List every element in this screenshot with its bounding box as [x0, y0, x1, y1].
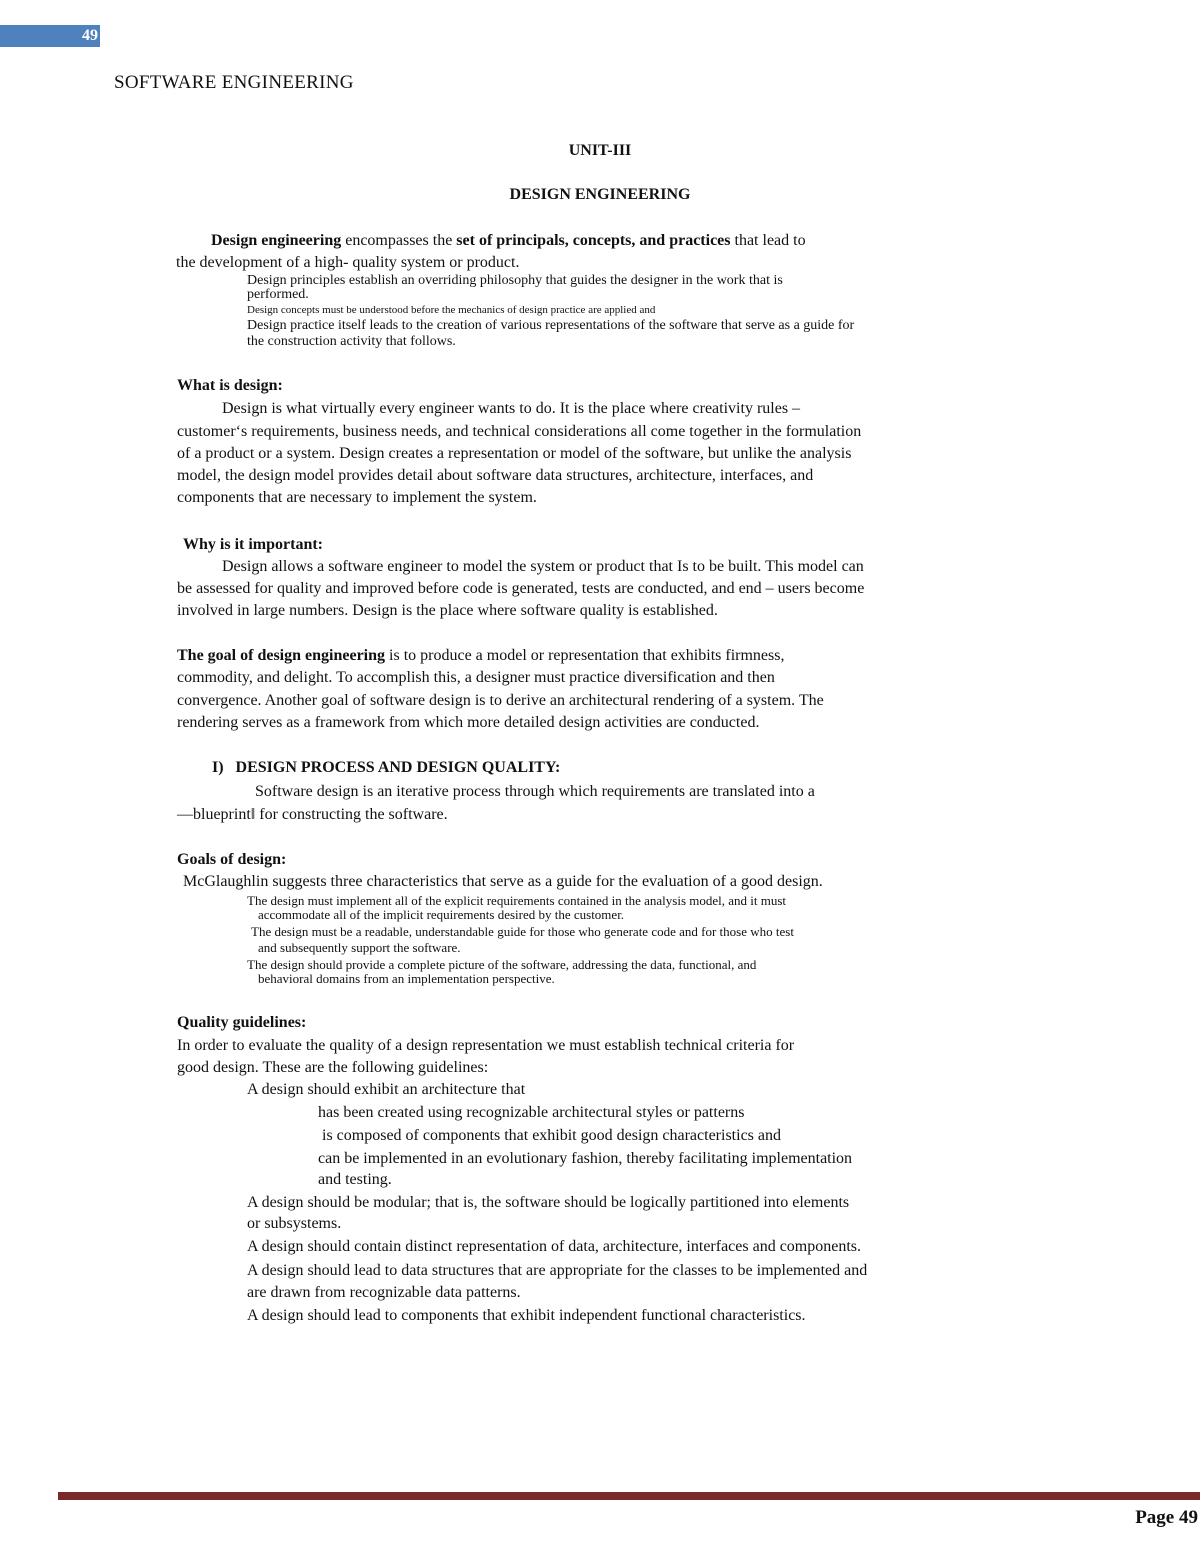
paragraph-line: model, the design model provides detail about software data structures, architecture, interfaces, and	[177, 467, 814, 484]
paragraph-line: good design. These are the following guidelines:	[177, 1059, 489, 1076]
guideline-item: A design should contain distinct representation of data, architecture, interfaces and components.	[247, 1238, 862, 1255]
list-item: accommodate all of the implicit requirements desired by the customer.	[258, 907, 625, 922]
paragraph-line: customer‘s requirements, business needs, and technical considerations all come together in the formulation	[177, 423, 862, 440]
paragraph-line: In order to evaluate the quality of a design representation we must establish technical criteria for	[177, 1037, 795, 1054]
intro-bold-term: Design engineering	[211, 232, 342, 249]
guideline-subitem: is composed of components that exhibit good design characteristics and	[322, 1127, 781, 1144]
list-item: The design should provide a complete picture of the software, addressing the data, functional, and	[247, 957, 757, 972]
section-heading: I) DESIGN PROCESS AND DESIGN QUALITY:	[212, 759, 561, 776]
paragraph-line: rendering serves as a framework from which more detailed design activities are conducted.	[177, 714, 760, 731]
intro-text: encompasses the	[341, 232, 457, 249]
paragraph-line: involved in large numbers. Design is the place where software quality is established.	[177, 602, 718, 619]
guideline-item: A design should be modular; that is, the software should be logically partitioned into elements	[247, 1194, 850, 1211]
guideline-item: or subsystems.	[247, 1215, 342, 1232]
goal-lead-line	[177, 647, 784, 665]
paragraph-line: Software design is an iterative process through which requirements are translated into a	[255, 783, 815, 800]
list-item: The design must be a readable, understandable guide for those who generate code and for those who test	[251, 924, 794, 939]
paragraph-line: be assessed for quality and improved before code is generated, tests are conducted, and end – users become	[177, 580, 865, 597]
list-item: The design must implement all of the explicit requirements contained in the analysis model, and it must	[247, 893, 787, 908]
chapter-title: DESIGN ENGINEERING	[509, 186, 691, 203]
guideline-item: are drawn from recognizable data patterns.	[247, 1284, 521, 1301]
intro-item: Design principles establish an overriding philosophy that guides the designer in the work that is	[247, 273, 783, 288]
paragraph-line: of a product or a system. Design creates a representation or model of the software, but unlike the analysis	[177, 445, 852, 462]
page-number-tab: 49	[0, 25, 100, 47]
guideline-subitem: can be implemented in an evolutionary fashion, thereby facilitating implementation	[318, 1150, 853, 1167]
paragraph-line: Design allows a software engineer to model the system or product that Is to be built. This model can	[222, 558, 864, 575]
guideline-item: A design should lead to data structures that are appropriate for the classes to be implemented and	[247, 1262, 868, 1279]
footer-rule	[58, 1492, 1200, 1500]
paragraph-line: components that are necessary to implement the system.	[177, 489, 537, 506]
paragraph-line: commodity, and delight. To accomplish this, a designer must practice diversification and then	[177, 669, 775, 686]
section-heading: What is design:	[177, 377, 283, 394]
guideline-subitem: and testing.	[318, 1171, 392, 1188]
footer-page-number: Page 49	[1135, 1507, 1198, 1528]
intro-item: Design practice itself leads to the creation of various representations of the software that serve as a guide for	[247, 318, 855, 333]
section-heading: Quality guidelines:	[177, 1014, 307, 1031]
intro-item: Design concepts must be understood before the mechanics of design practice are applied and	[247, 304, 656, 316]
paragraph-line: ―blueprint‖ for constructing the software.	[177, 806, 448, 823]
guideline-item: A design should exhibit an architecture that	[247, 1081, 526, 1098]
paragraph-line: Design is what virtually every engineer wants to do. It is the place where creativity rules –	[222, 400, 801, 417]
intro-item: the construction activity that follows.	[247, 334, 456, 349]
list-item: behavioral domains from an implementation perspective.	[258, 971, 555, 986]
goal-text: is to produce a model or representation that exhibits firmness,	[385, 647, 785, 664]
intro-bold-phrase: set of principals, concepts, and practices	[456, 232, 731, 249]
guideline-item: A design should lead to components that exhibit independent functional characteristics.	[247, 1307, 806, 1324]
paragraph-line: convergence. Another goal of software design is to derive an architectural rendering of a system. The	[177, 692, 824, 709]
paragraph-line: McGlaughlin suggests three characteristics that serve as a guide for the evaluation of a good design.	[183, 873, 823, 890]
section-heading: Goals of design:	[177, 851, 287, 868]
intro-lead-line	[211, 232, 806, 250]
goal-bold-term: The goal of design engineering	[177, 647, 386, 664]
intro-text: that lead to	[730, 232, 806, 249]
intro-item: performed.	[247, 287, 309, 302]
running-header: SOFTWARE ENGINEERING	[114, 72, 354, 93]
list-item: and subsequently support the software.	[258, 940, 461, 955]
guideline-subitem: has been created using recognizable architectural styles or patterns	[318, 1104, 745, 1121]
intro-line: the development of a high- quality system or product.	[176, 254, 520, 271]
section-heading: Why is it important:	[183, 536, 323, 553]
unit-title: UNIT-III	[568, 142, 632, 159]
